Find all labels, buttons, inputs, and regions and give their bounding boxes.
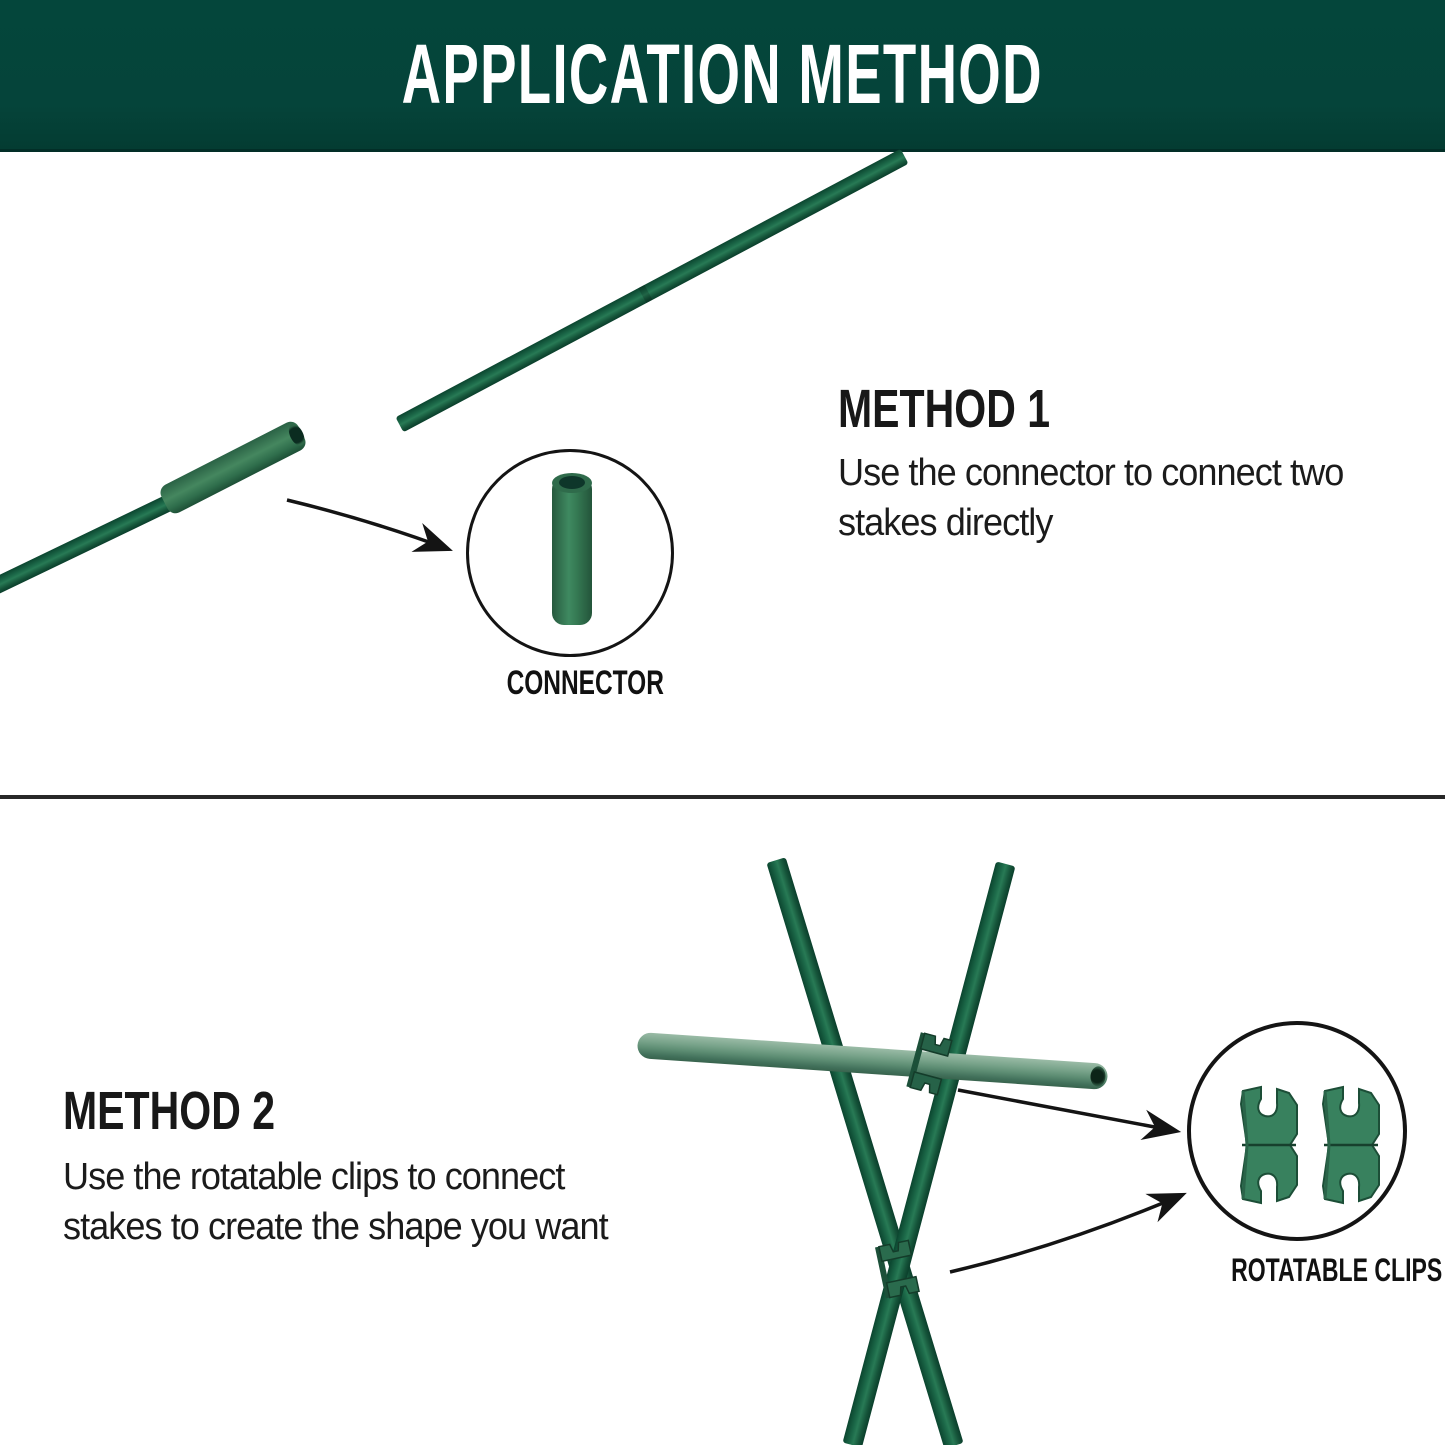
horizontal-stake [637,1032,1109,1090]
connector-sleeve [157,419,308,517]
method2-body-line2: stakes to create the shape you want [63,1206,608,1248]
connector-arrow [287,500,448,549]
page-title: APPLICATION METHOD [401,27,1044,121]
rotatable-clips-label: ROTATABLE CLIPS [1231,1252,1443,1288]
stake-joint-seam [638,285,652,303]
section-divider [0,795,1445,799]
rotatable-clip-icon [1234,1082,1304,1208]
rotatable-clip-icon [1316,1082,1386,1208]
method1-body-line1: Use the connector to connect two [838,452,1344,494]
method2-body-line1: Use the rotatable clips to connect [63,1156,565,1198]
connector-tube-icon [552,477,592,625]
clip-arrow-lower [950,1195,1182,1272]
connector-tube-opening [552,473,592,493]
clip-arrow-upper [958,1090,1176,1131]
stake-upper-right [395,149,908,433]
connector-label: CONNECTOR [506,664,664,702]
header-banner [0,0,1445,152]
connector-tube-hole [559,476,585,489]
method1-heading: METHOD 1 [838,379,1051,439]
clips-callout-circle [1187,1021,1407,1241]
sleeve-opening [286,422,308,448]
method2-heading: METHOD 2 [63,1081,276,1141]
method1-body-line2: stakes directly [838,502,1053,544]
horizontal-stake-opening [1090,1066,1106,1087]
